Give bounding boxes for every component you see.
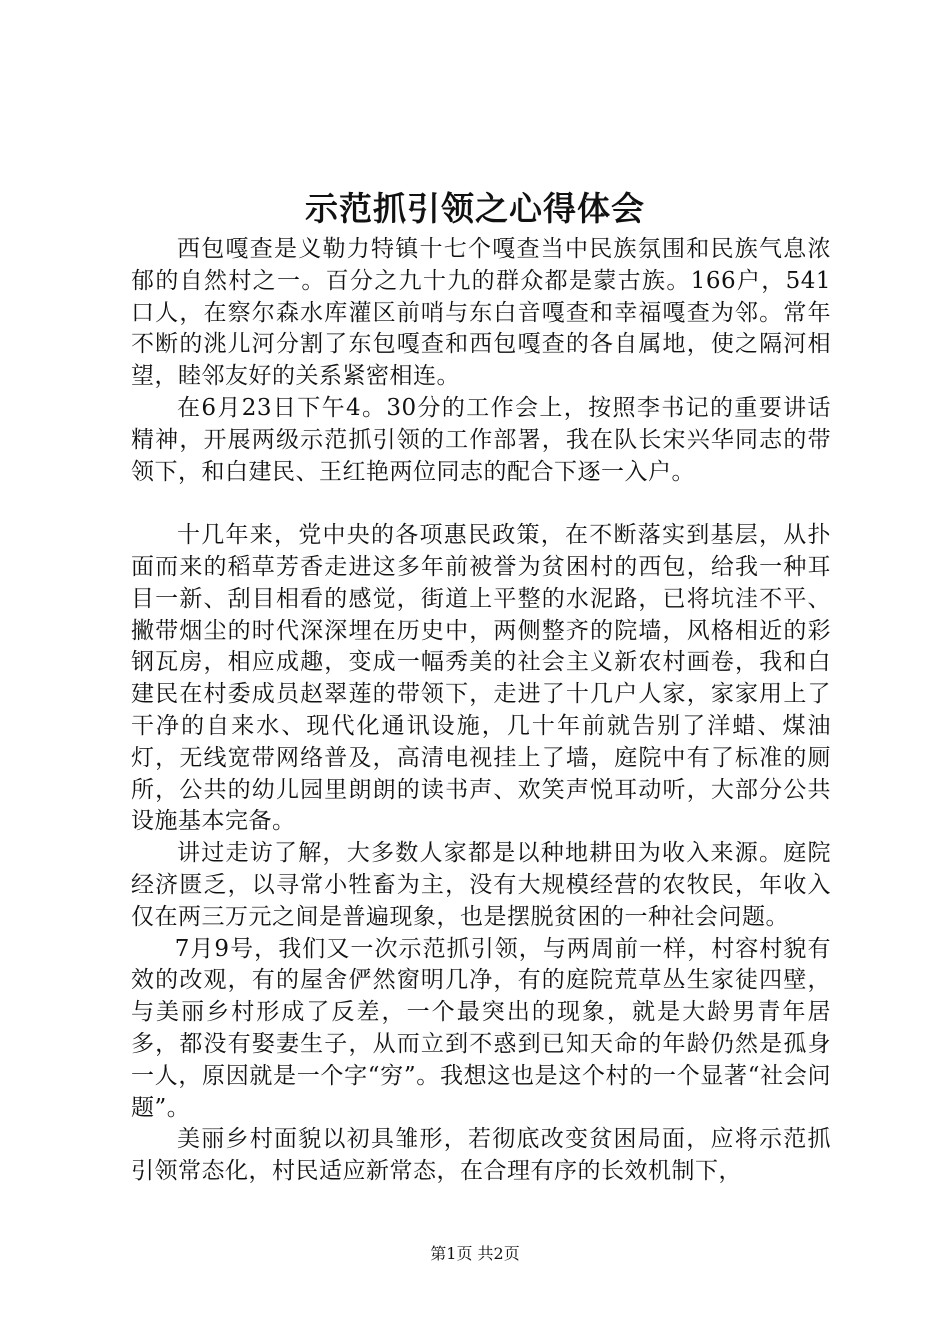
paragraph-3: 十几年来，党中央的各项惠民政策，在不断落实到基层，从扑面而来的稻草芳香走进这多年前被誉为贫困村的西包，给我一种耳目一新、刮目相看的感觉，街道上平整的水泥路，已将坑洼不平、撇带烟尘的时代深深埋在历史中，两侧整齐的院墙，风格相近的彩钢瓦房，相应成趣，变成一幅秀美的社会主义新农村画卷，我和白建民在村委成员赵翠莲的带领下，走进了十几户人家，家家用上了干净的自来水、现代化通讯设施，几十年前就告别了洋蜡、煤油灯，无线宽带网络普及，高清电视挂上了墙，庭院中有了标准的厕所，公共的幼儿园里朗朗的读书声、欢笑声悦耳动听，大部分公共设施基本完备。 <box>131 522 831 835</box>
document-body <box>131 234 831 1188</box>
document-title: 示范抓引领之心得体会 <box>305 189 645 228</box>
page-number: 第1页 共2页 <box>430 1244 520 1263</box>
paragraph-5: 7月9号，我们又一次示范抓引领，与两周前一样，村容村貌有效的改观，有的屋舍俨然窗明几净，有的庭院荒草丛生家徒四壁，与美丽乡村形成了反差，一个最突出的现象，就是大龄男青年居多，都没有娶妻生子，从而立到不惑到已知天命的年龄仍然是孤身一人，原因就是一个字“穷”。我想这也是这个村的一个显著“社会问题”。 <box>131 935 831 1121</box>
paragraph-1: 西包嘎查是义勒力特镇十七个嘎查当中民族氛围和民族气息浓郁的自然村之一。百分之九十九的群众都是蒙古族。166户，541口人，在察尔森水库灌区前哨与东白音嘎查和幸福嘎查为邻。常年不断的洮儿河分割了东包嘎查和西包嘎查的各自属地，使之隔河相望，睦邻友好的关系紧密相连。 <box>131 236 831 390</box>
paragraph-6: 美丽乡村面貌以初具雏形，若彻底改变贫困局面，应将示范抓引领常态化，村民适应新常态，在合理有序的长效机制下， <box>131 1126 831 1185</box>
paragraph-4: 讲过走访了解，大多数人家都是以种地耕田为收入来源。庭院经济匮乏，以寻常小牲畜为主，没有大规模经营的农牧民，年收入仅在两三万元之间是普遍现象，也是摆脱贫困的一种社会问题。 <box>131 840 831 930</box>
paragraph-2: 在6月23日下午4。30分的工作会上，按照李书记的重要讲话精神，开展两级示范抓引领的工作部署，我在队长宋兴华同志的带领下，和白建民、王红艳两位同志的配合下逐一入户。 <box>131 394 831 485</box>
